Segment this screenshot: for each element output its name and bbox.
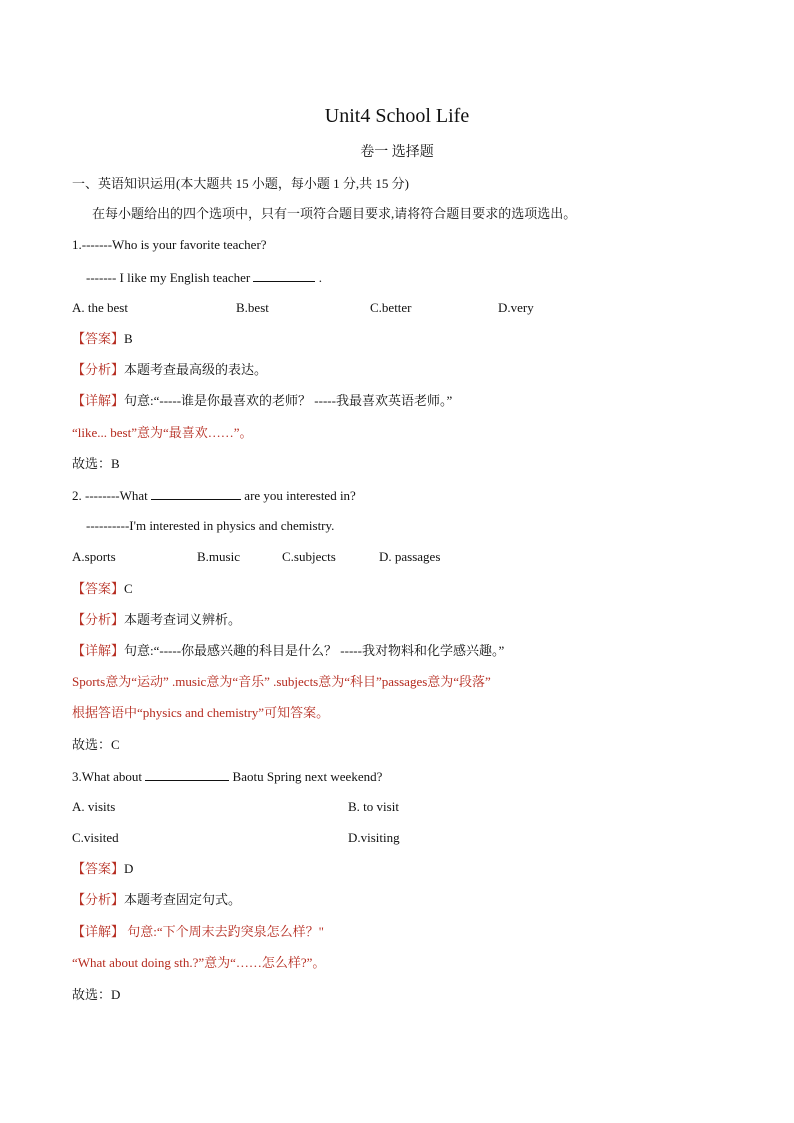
q3-detail-text: 句意:“下个周末去趵突泉怎么样？" <box>124 924 324 939</box>
q1-option-c: C.better <box>370 300 412 315</box>
q3-blank <box>145 768 229 781</box>
q2-stem <box>72 487 356 504</box>
q1-detail-text: 句意:“-----谁是你最喜欢的老师？ -----我最喜欢英语老师。” <box>124 393 453 408</box>
analysis-label: 【分析】 <box>72 362 125 377</box>
q1-choice <box>72 456 120 472</box>
q2-choice-value: C <box>111 737 120 752</box>
q2-detail <box>72 643 504 659</box>
q2-detail-text: 句意:“-----你最感兴趣的科目是什么？ -----我对物料和化学感兴趣。” <box>124 643 505 658</box>
analysis-label: 【分析】 <box>72 892 125 907</box>
choice-label: 故选： <box>72 456 112 471</box>
page-title: Unit4 School Life <box>324 105 470 127</box>
detail-label: 【详解】 <box>72 924 125 939</box>
q2-analysis <box>72 612 241 628</box>
q1-answer-value: B <box>124 331 133 346</box>
q3-stem-end: Baotu Spring next weekend? <box>229 769 383 784</box>
q2-detail-note: Sports意为“运动” .music意为“音乐” .subjects意为“科目”passages意为“段落” <box>72 674 491 689</box>
analysis-label: 【分析】 <box>72 612 125 627</box>
q3-detail-note: “What about doing sth.?”意为“……怎么样?”。 <box>72 955 326 970</box>
choice-label: 故选： <box>72 737 112 752</box>
q3-answer <box>72 861 133 877</box>
q2-option-d: D. passages <box>379 549 441 564</box>
q3-stem <box>72 768 382 785</box>
detail-label: 【详解】 <box>72 643 125 658</box>
q3-choice <box>72 987 120 1003</box>
q1-choice-value: B <box>111 456 120 471</box>
q1-stem: 1.-------Who is your favorite teacher? <box>72 237 267 252</box>
q2-answer-value: C <box>124 581 133 596</box>
q2-analysis-text: 本题考查词义辨析。 <box>124 612 242 627</box>
q2-response: ----------I'm interested in physics and chemistry. <box>86 518 335 533</box>
q1-option-a: A. the best <box>72 300 128 315</box>
q3-analysis <box>72 892 241 908</box>
q2-choice <box>72 737 120 753</box>
q2-option-a: A.sports <box>72 549 116 564</box>
q1-option-d: D.very <box>498 300 534 315</box>
section-instruction: 在每小题给出的四个选项中，只有一项符合题目要求,请将符合题目要求的选项选出。 <box>92 206 577 221</box>
q3-option-d: D.visiting <box>348 830 400 845</box>
answer-label: 【答案】 <box>72 581 125 596</box>
q1-blank <box>253 269 315 282</box>
q1-response-text: ------- I like my English teacher <box>86 270 254 285</box>
q3-option-c: C.visited <box>72 830 119 845</box>
detail-label: 【详解】 <box>72 393 125 408</box>
q2-stem-start: 2. --------What <box>72 488 152 503</box>
q3-choice-value: D <box>111 987 121 1002</box>
q1-analysis <box>72 362 267 378</box>
q3-detail <box>72 924 324 940</box>
q3-option-a: A. visits <box>72 799 116 814</box>
q2-blank <box>151 487 241 500</box>
q2-stem-end: are you interested in? <box>241 488 356 503</box>
q1-response <box>86 269 322 286</box>
q3-analysis-text: 本题考查固定句式。 <box>124 892 242 907</box>
q3-option-b: B. to visit <box>348 799 399 814</box>
choice-label: 故选： <box>72 987 112 1002</box>
q1-detail-note: “like... best”意为“最喜欢……”。 <box>72 425 253 440</box>
q2-answer <box>72 581 133 597</box>
q1-detail <box>72 393 452 409</box>
section-subtitle: 卷一 选择题 <box>360 145 434 160</box>
q2-option-c: C.subjects <box>282 549 336 564</box>
q3-answer-value: D <box>124 861 134 876</box>
q1-option-b: B.best <box>236 300 269 315</box>
answer-label: 【答案】 <box>72 331 125 346</box>
section-heading: 一、英语知识运用(本大题共 15 小题，每小题 1 分,共 15 分) <box>72 176 409 191</box>
q1-analysis-text: 本题考查最高级的表达。 <box>124 362 268 377</box>
q1-response-end: . <box>315 270 322 285</box>
q3-stem-start: 3.What about <box>72 769 146 784</box>
q1-answer <box>72 331 133 347</box>
answer-label: 【答案】 <box>72 861 125 876</box>
q2-detail-conclusion: 根据答语中“physics and chemistry”可知答案。 <box>72 705 330 720</box>
q2-option-b: B.music <box>197 549 240 564</box>
